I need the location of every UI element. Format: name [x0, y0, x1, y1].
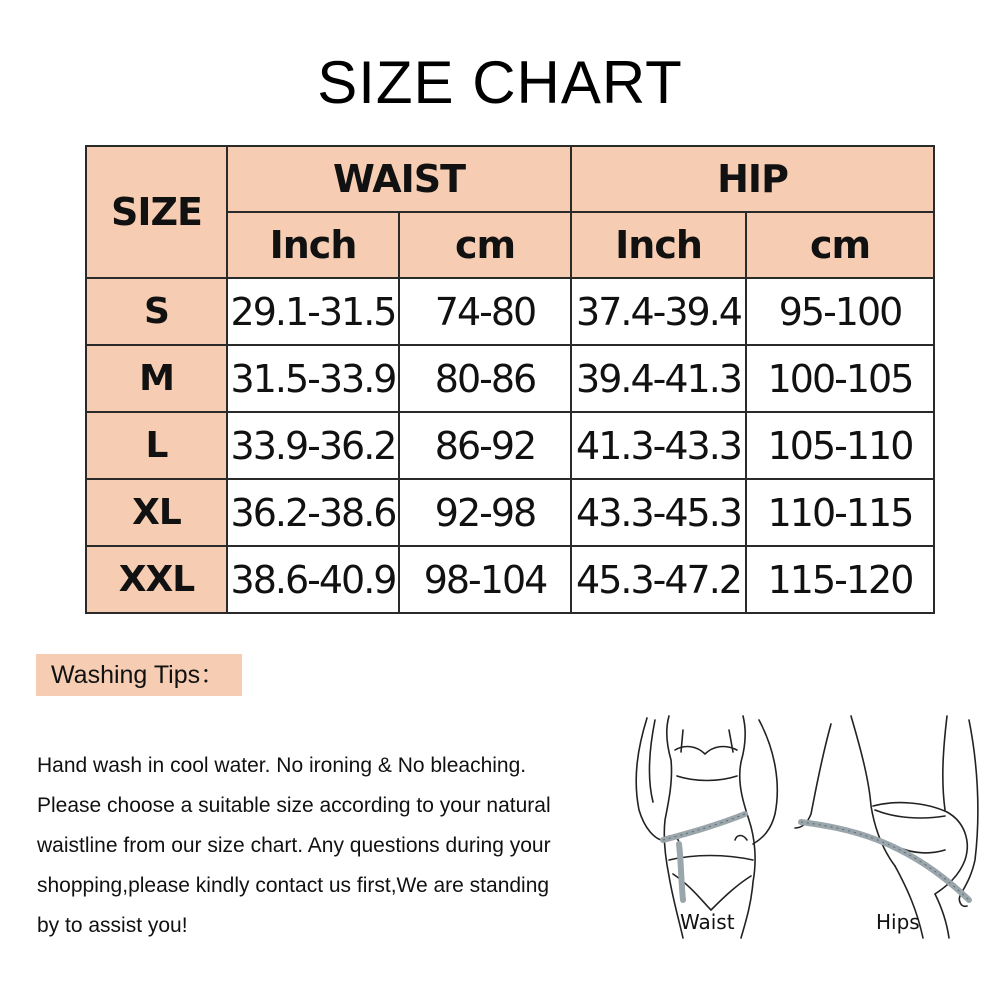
table-row	[86, 546, 934, 613]
hip-inch-cell: 43.3-45.3	[571, 479, 746, 546]
tips-line: waistline from our size chart. Any questions during your	[37, 834, 551, 857]
size-cell: L	[86, 412, 227, 479]
tips-line: by to assist you!	[37, 914, 188, 937]
size-column-header: SIZE	[86, 146, 227, 278]
washing-tips-label: Washing Tips：	[36, 654, 242, 696]
hip-group-header: HIP	[571, 146, 934, 212]
waist-inch-cell: 29.1-31.5	[227, 278, 399, 345]
waist-inch-cell: 38.6-40.9	[227, 546, 399, 613]
waist-cm-cell: 98-104	[399, 546, 571, 613]
size-cell: XL	[86, 479, 227, 546]
size-cell: M	[86, 345, 227, 412]
hip-inch-header: Inch	[571, 212, 746, 278]
tips-line: Please choose a suitable size according to your natural	[37, 794, 551, 817]
hip-cm-cell: 105-110	[746, 412, 934, 479]
waist-cm-cell: 74-80	[399, 278, 571, 345]
tips-line: Hand wash in cool water. No ironing & No bleaching.	[37, 754, 527, 777]
page-title: SIZE CHART	[317, 49, 683, 116]
hip-cm-header: cm	[746, 212, 934, 278]
tips-line: shopping,please kindly contact us first,We are standing	[37, 874, 550, 897]
waist-cm-header: cm	[399, 212, 571, 278]
hip-cm-cell: 100-105	[746, 345, 934, 412]
hip-inch-cell: 41.3-43.3	[571, 412, 746, 479]
waist-inch-cell: 31.5-33.9	[227, 345, 399, 412]
hip-cm-cell: 115-120	[746, 546, 934, 613]
hip-cm-cell: 110-115	[746, 479, 934, 546]
hip-inch-cell: 45.3-47.2	[571, 546, 746, 613]
table-row	[86, 412, 934, 479]
waist-inch-cell: 36.2-38.6	[227, 479, 399, 546]
size-cell: XXL	[86, 546, 227, 613]
waist-cm-cell: 92-98	[399, 479, 571, 546]
waist-inch-cell: 33.9-36.2	[227, 412, 399, 479]
size-chart-table	[85, 145, 935, 614]
waist-figure-label: Waist	[680, 910, 735, 934]
waist-group-header: WAIST	[227, 146, 571, 212]
waist-cm-cell: 86-92	[399, 412, 571, 479]
table-row	[86, 278, 934, 345]
hip-cm-cell: 95-100	[746, 278, 934, 345]
size-cell: S	[86, 278, 227, 345]
table-row	[86, 479, 934, 546]
waist-cm-cell: 80-86	[399, 345, 571, 412]
hips-figure-label: Hips	[876, 910, 920, 934]
washing-tips-text	[37, 746, 617, 946]
waist-inch-header: Inch	[227, 212, 399, 278]
table-row	[86, 345, 934, 412]
measurement-illustration	[625, 710, 985, 940]
hip-inch-cell: 39.4-41.3	[571, 345, 746, 412]
hip-inch-cell: 37.4-39.4	[571, 278, 746, 345]
